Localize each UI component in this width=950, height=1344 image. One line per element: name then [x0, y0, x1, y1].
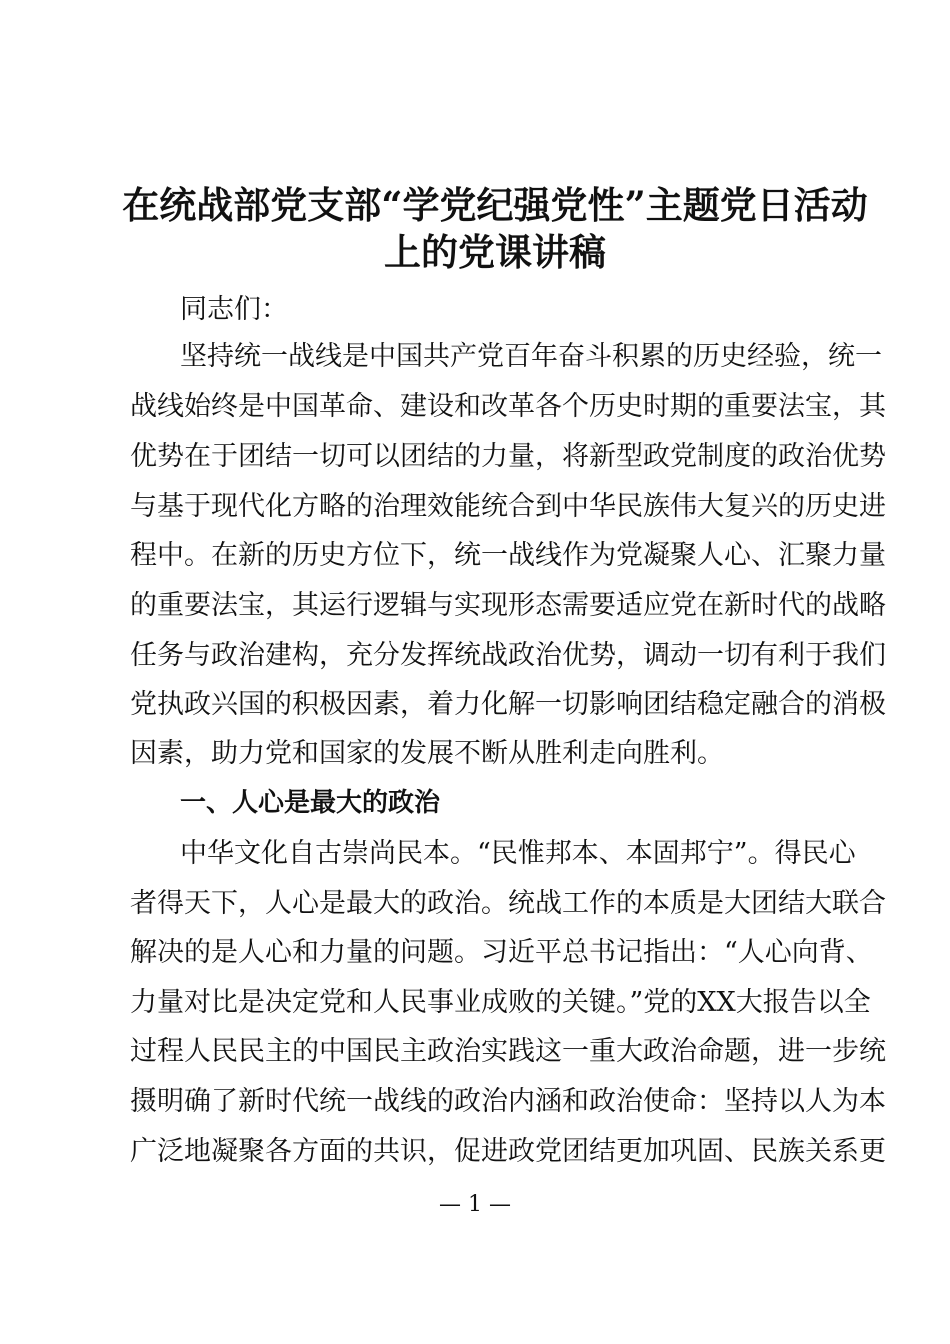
paragraph-line: 中华文化自古崇尚民本。“民惟邦本、本固邦宁”。得民心 [180, 838, 856, 869]
document-title-line-2: 上的党课讲稿 [384, 230, 606, 274]
paragraph-line: 任务与政治建构，充分发挥统战政治优势，调动一切有利于我们 [130, 640, 886, 671]
salutation: 同志们： [180, 294, 288, 325]
paragraph-line: 党执政兴国的积极因素，着力化解一切影响团结稳定融合的消极 [130, 689, 886, 720]
paragraph-line: 与基于现代化方略的治理效能统合到中华民族伟大复兴的历史进 [130, 491, 886, 522]
paragraph-line: 解决的是人心和力量的问题。习近平总书记指出：“人心向背、 [130, 937, 873, 968]
section-heading: 一、人心是最大的政治 [180, 788, 441, 818]
paragraph-line: 优势在于团结一切可以团结的力量，将新型政党制度的政治优势 [130, 441, 886, 472]
paragraph-line: 广泛地凝聚各方面的共识，促进政党团结更加巩固、民族关系更 [130, 1136, 886, 1167]
paragraph-line: 力量对比是决定党和人民事业成败的关键。”党的XX大报告以全 [130, 987, 871, 1018]
paragraph-line: 过程人民民主的中国民主政治实践这一重大政治命题，进一步统 [130, 1036, 886, 1067]
paragraph-line: 因素，助力党和国家的发展不断从胜利走向胜利。 [130, 738, 724, 769]
page-number: — 1 — [439, 1192, 511, 1217]
paragraph-line: 战线始终是中国革命、建设和改革各个历史时期的重要法宝，其 [130, 391, 886, 422]
document-title-line-1: 在统战部党支部“学党纪强党性”主题党日活动 [122, 183, 868, 227]
paragraph-line: 者得天下，人心是最大的政治。统战工作的本质是大团结大联合 [130, 888, 886, 919]
paragraph-line: 的重要法宝，其运行逻辑与实现形态需要适应党在新时代的战略 [130, 590, 886, 621]
paragraph-line: 程中。在新的历史方位下，统一战线作为党凝聚人心、汇聚力量 [130, 540, 886, 571]
paragraph-line: 摄明确了新时代统一战线的政治内涵和政治使命：坚持以人为本 [130, 1086, 886, 1117]
paragraph-line: 坚持统一战线是中国共产党百年奋斗积累的历史经验，统一 [180, 341, 882, 372]
